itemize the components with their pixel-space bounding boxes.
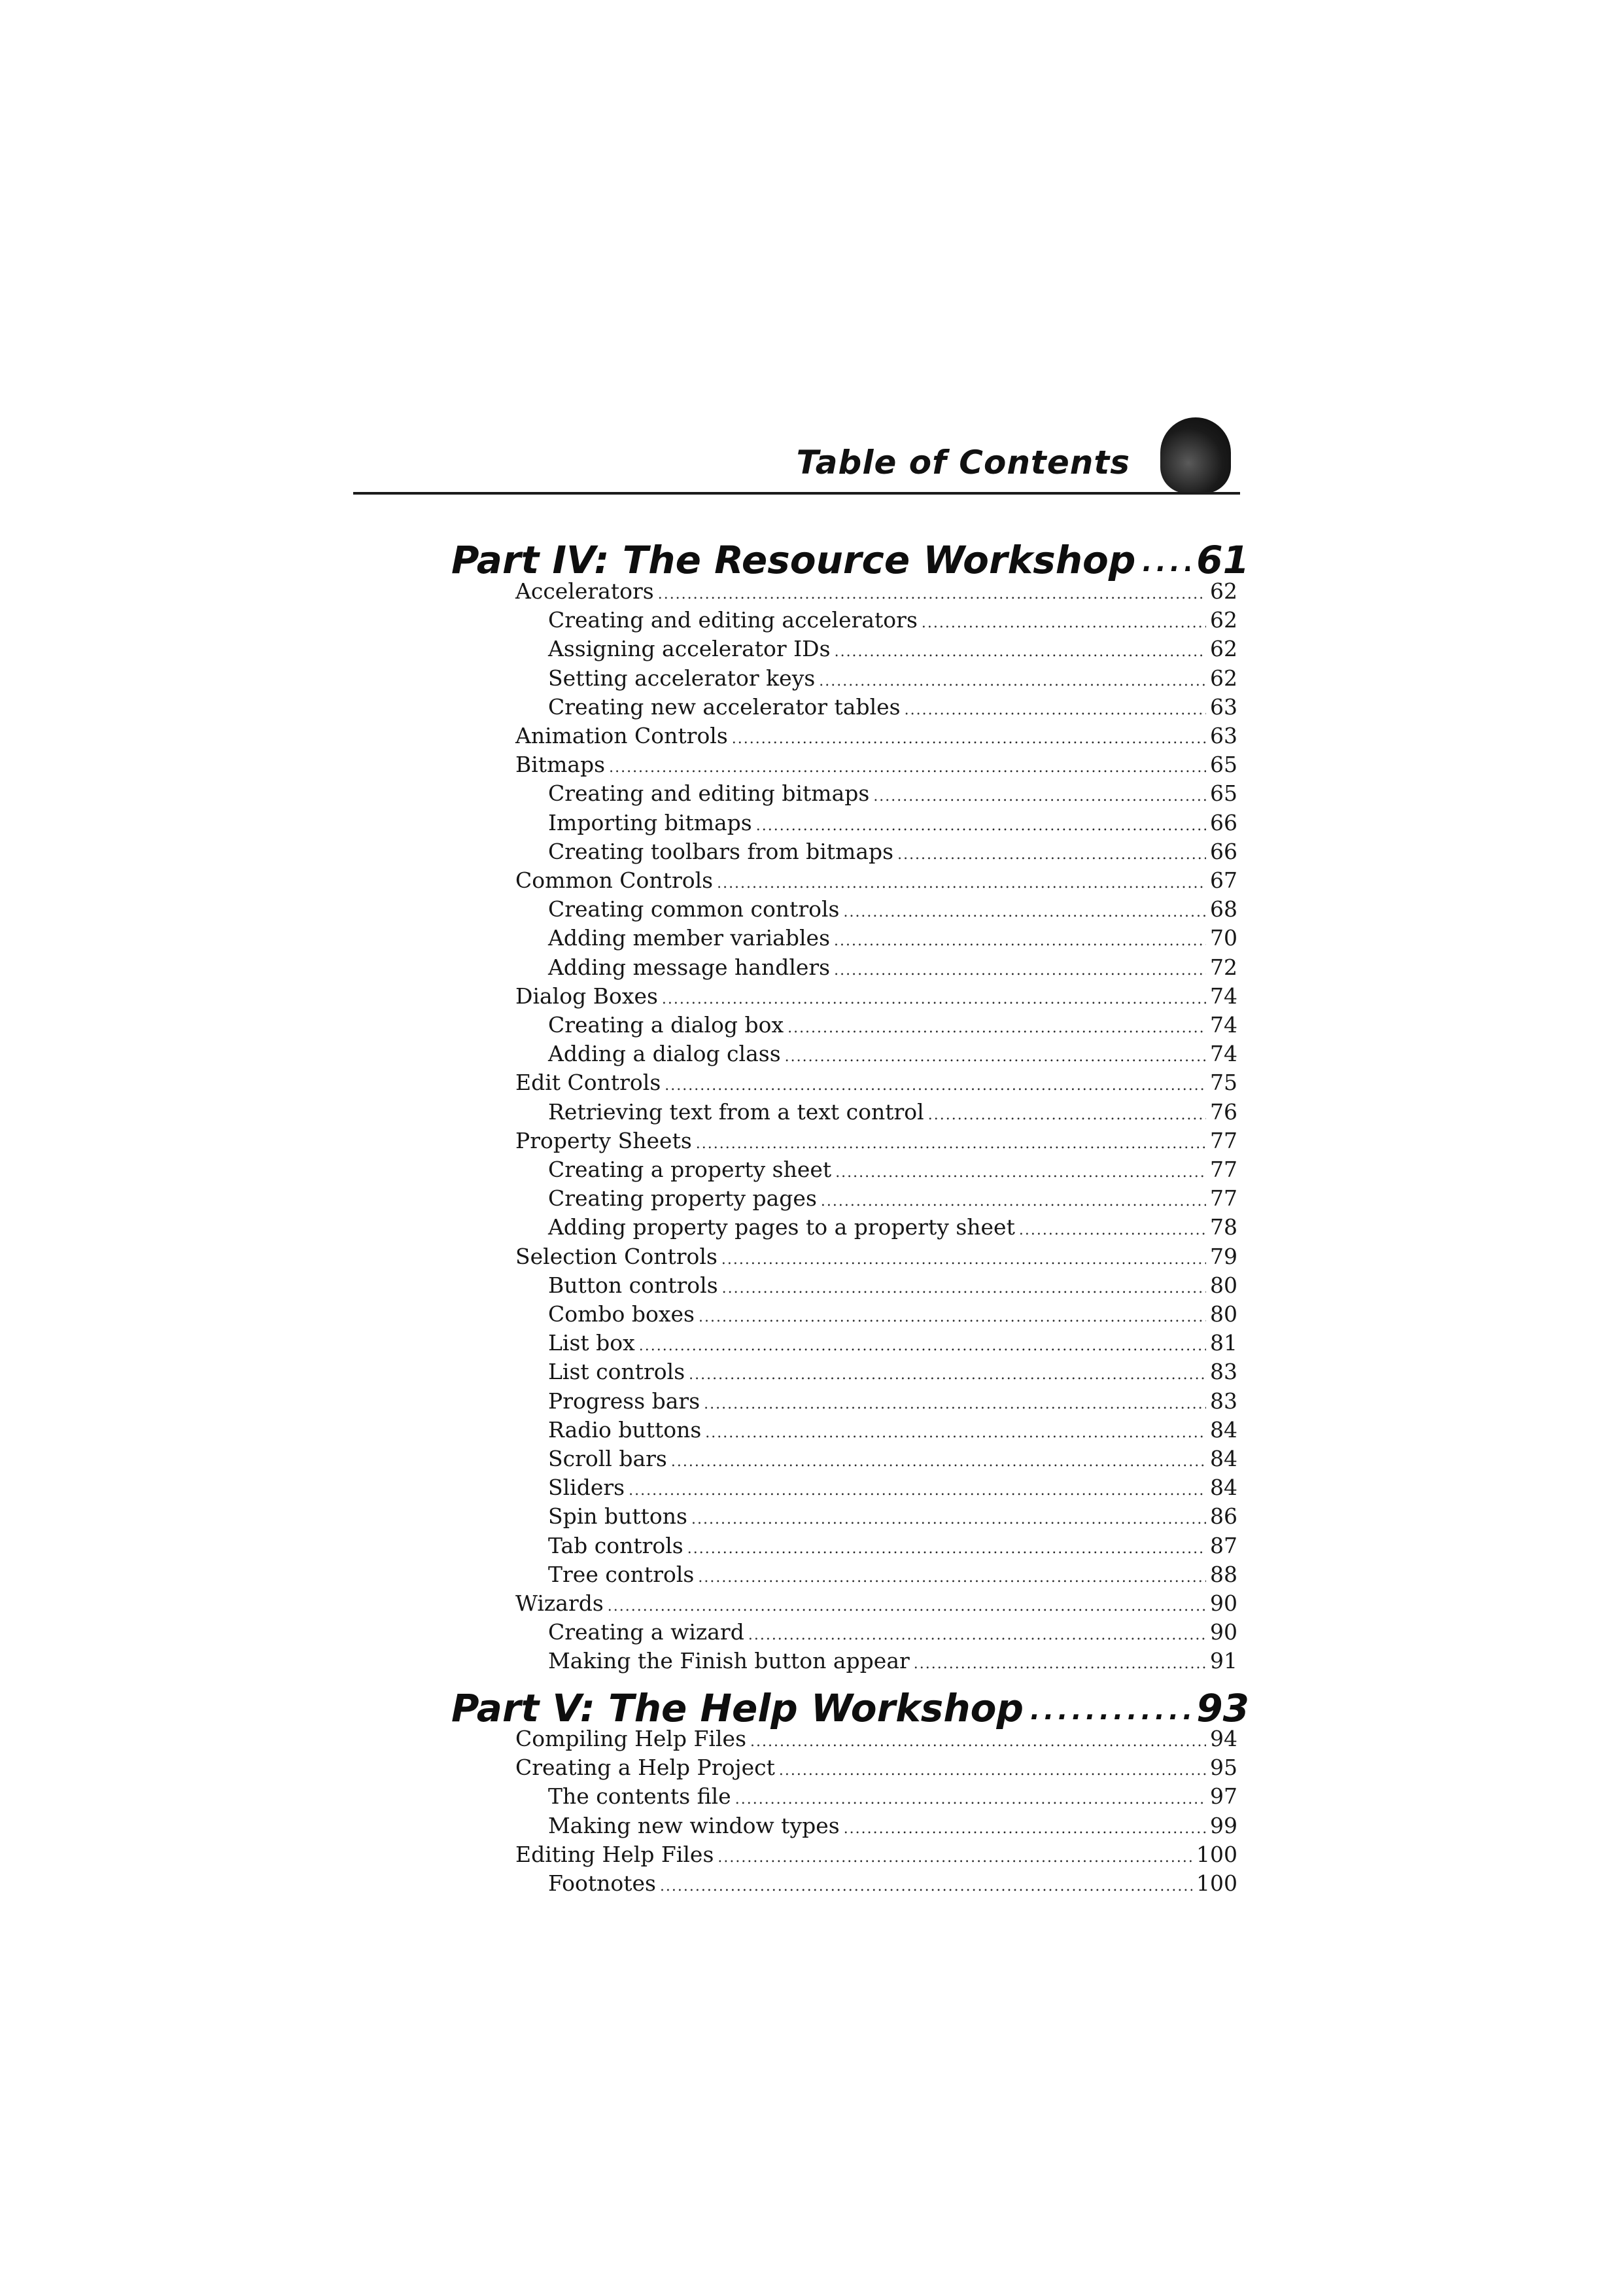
toc-subentry[interactable] — [548, 953, 1237, 982]
entry-title: Compiling Help Files — [515, 1726, 747, 1751]
dot-leader — [914, 1657, 1206, 1672]
entry-title: Selection Controls — [515, 1243, 717, 1269]
entry-title: Creating toolbars from bitmaps — [548, 838, 894, 864]
entry-page-number: 84 — [1210, 1446, 1237, 1471]
entry-page-number: 68 — [1210, 896, 1237, 922]
entry-title: Spin buttons — [548, 1503, 687, 1530]
entry-title: Radio buttons — [548, 1416, 702, 1443]
part-heading[interactable] — [451, 523, 1249, 582]
dot-leader — [843, 905, 1206, 920]
dot-leader — [639, 1339, 1206, 1354]
entry-title: Property Sheets — [515, 1127, 692, 1153]
entry-title: Creating a dialog box — [548, 1012, 784, 1038]
entry-page-number: 74 — [1210, 1012, 1237, 1038]
entry-title: Editing Help Files — [515, 1841, 714, 1867]
toc-entry[interactable] — [515, 866, 1237, 895]
toc-subentry[interactable] — [548, 809, 1237, 837]
dot-leader — [756, 819, 1206, 833]
entry-title: Creating and editing accelerators — [548, 607, 918, 633]
dot-leader — [689, 1368, 1206, 1382]
dot-leader — [699, 1310, 1206, 1325]
entry-title: Creating property pages — [548, 1185, 817, 1212]
entry-page-number: 70 — [1210, 925, 1237, 951]
dot-leader — [735, 1793, 1206, 1807]
entry-title: The contents file — [548, 1783, 731, 1810]
header-rule — [353, 492, 1240, 495]
entry-page-number: 84 — [1210, 1475, 1237, 1501]
dot-leader — [721, 1253, 1206, 1267]
entry-page-number: 100 — [1196, 1870, 1237, 1896]
toc-subentry[interactable] — [548, 1416, 1237, 1445]
entry-page-number: 78 — [1210, 1214, 1237, 1240]
toc-subentry[interactable] — [548, 1532, 1237, 1560]
dot-leader — [732, 732, 1206, 746]
dot-leader — [691, 1513, 1206, 1527]
entry-title: List box — [548, 1330, 635, 1356]
toc-entry[interactable] — [515, 1589, 1237, 1618]
entry-title: Creating and editing bitmaps — [548, 780, 870, 807]
toc-entry[interactable] — [515, 1068, 1237, 1097]
toc-subentry[interactable] — [548, 1387, 1237, 1416]
entry-title: Scroll bars — [548, 1446, 667, 1471]
dot-leader — [844, 1822, 1206, 1836]
toc-subentry[interactable] — [548, 924, 1237, 953]
entry-page-number: 62 — [1210, 665, 1237, 691]
toc-entry[interactable] — [515, 722, 1237, 750]
dot-leader — [750, 1735, 1206, 1749]
dot-leader — [609, 761, 1206, 775]
entry-title: Wizards — [515, 1590, 604, 1616]
entry-title: Retrieving text from a text control — [548, 1098, 924, 1125]
entry-page-number: 77 — [1210, 1127, 1237, 1153]
toc-subentry[interactable] — [548, 693, 1237, 722]
entry-title: Tab controls — [548, 1532, 683, 1558]
toc-entry[interactable] — [515, 750, 1237, 779]
dot-leader — [608, 1600, 1206, 1614]
toc-subentry[interactable] — [548, 635, 1237, 663]
dot-leader — [660, 1880, 1192, 1894]
entry-page-number: 67 — [1210, 867, 1237, 893]
entry-page-number: 66 — [1210, 809, 1237, 835]
toc-entry[interactable] — [515, 1725, 1237, 1753]
entry-title: Sliders — [548, 1475, 625, 1501]
dot-leader — [787, 1021, 1206, 1036]
entry-page-number: 79 — [1210, 1243, 1237, 1269]
toc-subentry[interactable] — [548, 1560, 1237, 1589]
toc-subentry[interactable] — [548, 1473, 1237, 1502]
entry-page-number: 87 — [1210, 1532, 1237, 1558]
entry-title: Footnotes — [548, 1870, 656, 1896]
toc-subentry[interactable] — [548, 1445, 1237, 1473]
part-title: Part IV: The Resource Workshop — [451, 538, 1136, 582]
toc-subentry[interactable] — [548, 837, 1237, 866]
entry-title: Dialog Boxes — [515, 983, 658, 1009]
entry-title: Making the Finish button appear — [548, 1648, 910, 1674]
entry-title: Adding member variables — [548, 925, 830, 951]
entry-page-number: 83 — [1210, 1388, 1237, 1414]
toc-subentry[interactable] — [548, 1300, 1237, 1329]
entry-page-number: 76 — [1210, 1098, 1237, 1125]
toc-subentry[interactable] — [548, 1011, 1237, 1040]
entry-title: Assigning accelerator IDs — [548, 636, 831, 662]
entry-page-number: 77 — [1210, 1157, 1237, 1182]
entry-title: Common Controls — [515, 867, 714, 893]
part-page-number: 61 — [1196, 538, 1249, 582]
toc-entry[interactable] — [515, 1242, 1237, 1271]
dot-leader — [722, 1282, 1206, 1296]
dot-leader — [779, 1764, 1206, 1778]
toc-subentry[interactable] — [548, 1618, 1237, 1647]
dot-leader — [905, 703, 1206, 718]
part-heading[interactable] — [451, 1672, 1249, 1730]
entry-page-number: 97 — [1210, 1783, 1237, 1810]
entry-page-number: 74 — [1210, 1041, 1237, 1067]
dot-leader — [658, 587, 1206, 602]
toc-subentry[interactable] — [548, 664, 1237, 693]
part-title: Part V: The Help Workshop — [451, 1686, 1024, 1730]
entry-title: Setting accelerator keys — [548, 665, 816, 691]
toc-subentry[interactable] — [548, 1502, 1237, 1531]
toc-subentry[interactable] — [548, 1155, 1237, 1184]
toc-subentry[interactable] — [548, 1812, 1237, 1840]
entry-page-number: 88 — [1210, 1561, 1237, 1587]
entry-title: Creating a Help Project — [515, 1755, 775, 1781]
entry-page-number: 84 — [1210, 1416, 1237, 1443]
toc-subentry[interactable] — [548, 1358, 1237, 1386]
entry-page-number: 95 — [1210, 1755, 1237, 1781]
dot-leader — [687, 1542, 1206, 1556]
dot-leader — [748, 1628, 1206, 1643]
entry-page-number: 75 — [1210, 1070, 1237, 1096]
entry-page-number: 62 — [1210, 607, 1237, 633]
dot-leader — [662, 992, 1206, 1007]
entry-page-number: 90 — [1210, 1619, 1237, 1645]
dot-leader — [922, 616, 1206, 631]
dot-leader — [834, 964, 1206, 978]
toc-subentry[interactable] — [548, 1329, 1237, 1358]
dot-leader — [1142, 550, 1190, 576]
dot-leader — [698, 1571, 1206, 1585]
toc-subentry[interactable] — [548, 1213, 1237, 1242]
toc-subentry[interactable] — [548, 1869, 1237, 1898]
dot-leader — [717, 877, 1206, 891]
dot-leader — [834, 934, 1206, 949]
toc-entry[interactable] — [515, 1840, 1237, 1869]
dot-leader — [835, 645, 1206, 659]
dot-leader — [705, 1426, 1206, 1441]
thumb-tab-marker — [1160, 417, 1231, 493]
entry-page-number: 63 — [1210, 723, 1237, 748]
entry-title: Creating new accelerator tables — [548, 693, 901, 720]
toc-subentry[interactable] — [548, 1098, 1237, 1127]
entry-title: Creating common controls — [548, 896, 840, 922]
entry-page-number: 86 — [1210, 1503, 1237, 1530]
entry-page-number: 99 — [1210, 1812, 1237, 1838]
dot-leader — [928, 1108, 1206, 1123]
entry-page-number: 62 — [1210, 578, 1237, 604]
entry-page-number: 81 — [1210, 1330, 1237, 1356]
dot-leader — [665, 1079, 1206, 1093]
entry-page-number: 91 — [1210, 1648, 1237, 1674]
entry-title: Button controls — [548, 1272, 718, 1298]
toc-subentry[interactable] — [548, 1040, 1237, 1068]
entry-title: List controls — [548, 1359, 685, 1385]
part-page-number: 93 — [1196, 1686, 1249, 1730]
entry-title: Edit Controls — [515, 1070, 661, 1096]
entry-page-number: 100 — [1196, 1841, 1237, 1867]
toc-entry[interactable] — [515, 577, 1237, 606]
entry-title: Importing bitmaps — [548, 809, 752, 835]
entry-page-number: 65 — [1210, 780, 1237, 807]
entry-title: Animation Controls — [515, 723, 728, 748]
dot-leader — [1019, 1223, 1206, 1238]
entry-page-number: 63 — [1210, 693, 1237, 720]
entry-page-number: 80 — [1210, 1272, 1237, 1298]
entry-title: Adding message handlers — [548, 954, 831, 980]
entry-page-number: 83 — [1210, 1359, 1237, 1385]
entry-page-number: 72 — [1210, 954, 1237, 980]
entry-page-number: 77 — [1210, 1185, 1237, 1212]
toc-entry[interactable] — [515, 1753, 1237, 1782]
entry-title: Creating a property sheet — [548, 1157, 832, 1182]
entry-title: Adding a dialog class — [548, 1041, 781, 1067]
entry-page-number: 62 — [1210, 636, 1237, 662]
toc-entry[interactable] — [515, 1127, 1237, 1155]
toc-entry[interactable] — [515, 982, 1237, 1011]
toc-subentry[interactable] — [548, 1184, 1237, 1213]
entry-title: Making new window types — [548, 1812, 840, 1838]
dot-leader — [785, 1050, 1206, 1064]
dot-leader — [835, 1166, 1206, 1180]
running-head — [353, 419, 1240, 495]
dot-leader — [897, 848, 1206, 862]
dot-leader — [671, 1455, 1206, 1469]
running-head-title: Table of Contents — [796, 444, 1130, 482]
toc-subentry[interactable] — [548, 1782, 1237, 1811]
toc-subentry[interactable] — [548, 1271, 1237, 1300]
dot-leader — [819, 674, 1206, 689]
entry-title: Tree controls — [548, 1561, 695, 1587]
entry-title: Adding property pages to a property sheet — [548, 1214, 1015, 1240]
entry-title: Combo boxes — [548, 1301, 695, 1327]
entry-page-number: 65 — [1210, 752, 1237, 778]
entry-page-number: 66 — [1210, 838, 1237, 864]
entry-title: Progress bars — [548, 1388, 700, 1414]
dot-leader — [704, 1397, 1206, 1412]
dot-leader — [696, 1137, 1206, 1151]
toc-subentry[interactable] — [548, 606, 1237, 635]
entry-page-number: 94 — [1210, 1726, 1237, 1751]
entry-title: Creating a wizard — [548, 1619, 744, 1645]
entry-page-number: 90 — [1210, 1590, 1237, 1616]
toc-subentry[interactable] — [548, 895, 1237, 924]
toc-subentry[interactable] — [548, 779, 1237, 808]
dot-leader — [629, 1484, 1206, 1498]
entry-page-number: 74 — [1210, 983, 1237, 1009]
entry-title: Accelerators — [515, 578, 654, 604]
dot-leader — [717, 1851, 1192, 1865]
entry-title: Bitmaps — [515, 752, 606, 778]
entry-page-number: 80 — [1210, 1301, 1237, 1327]
dot-leader — [873, 790, 1206, 804]
dot-leader — [1030, 1698, 1190, 1724]
dot-leader — [821, 1195, 1206, 1209]
